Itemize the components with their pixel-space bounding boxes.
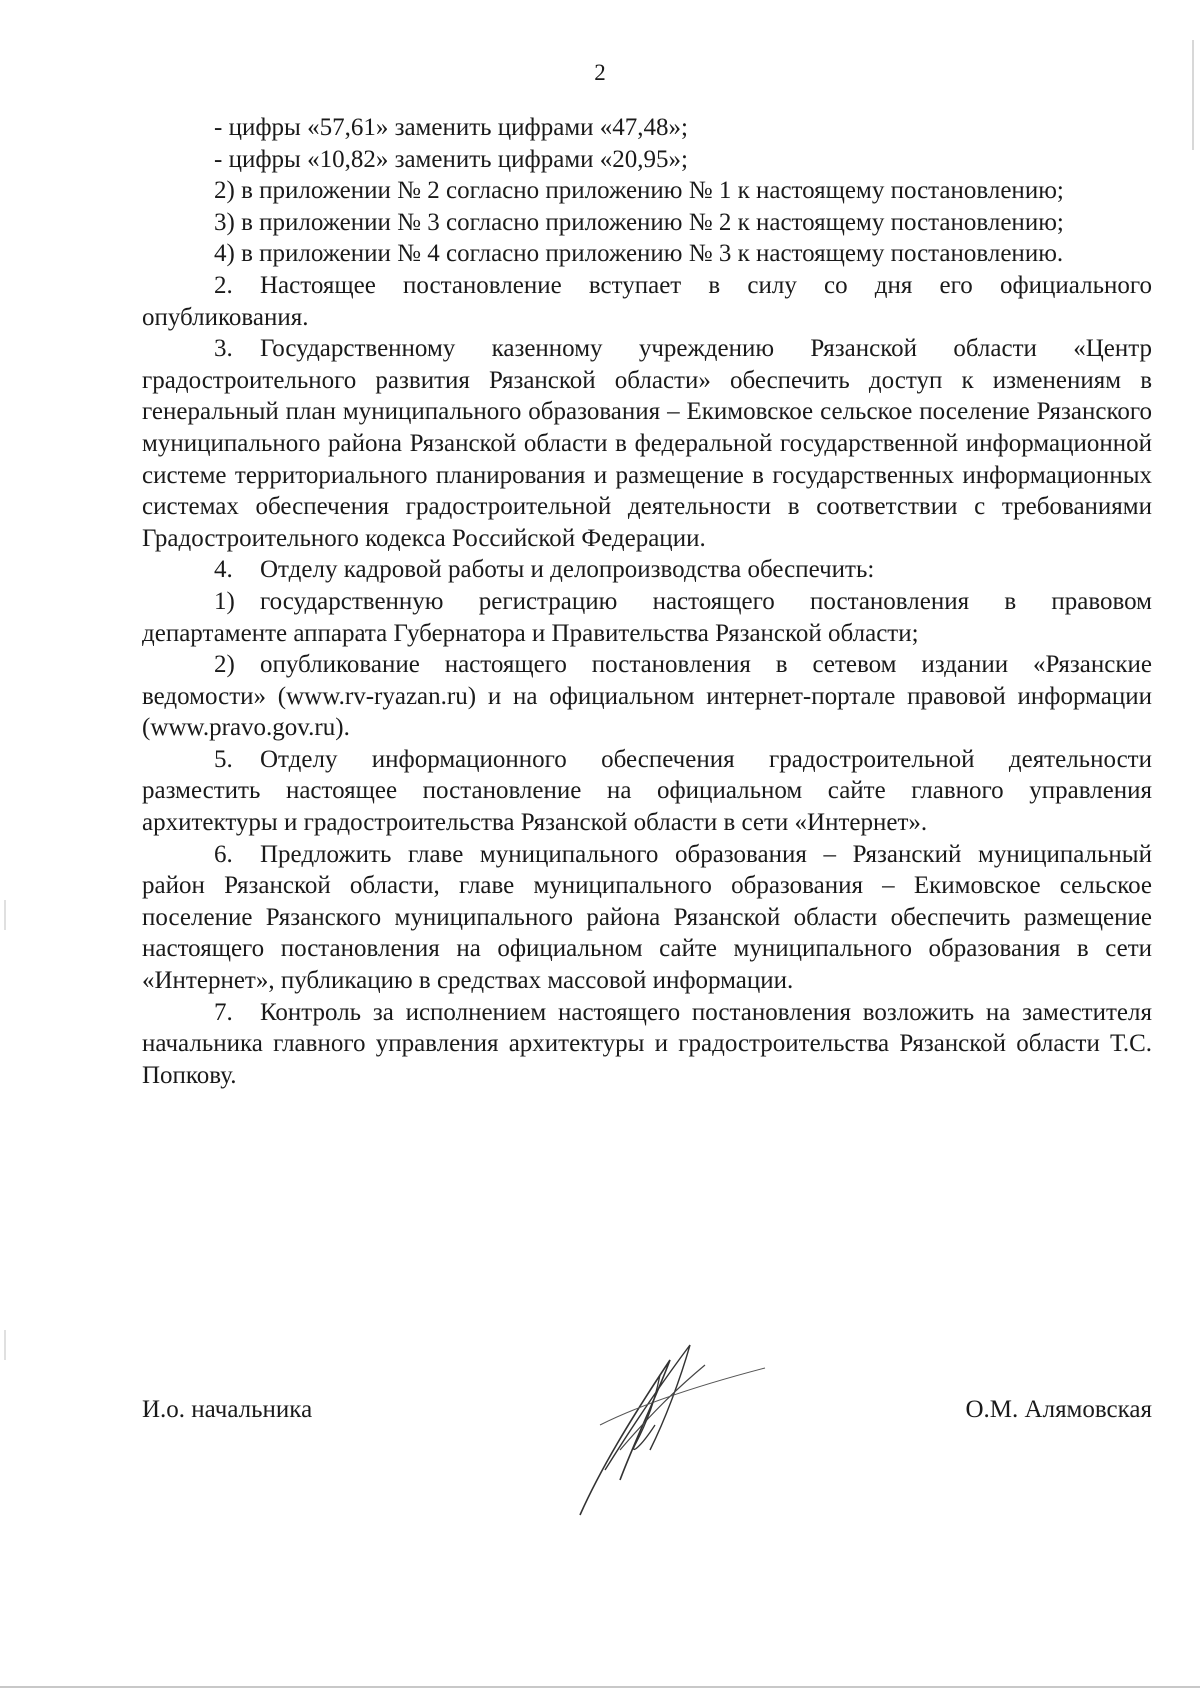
signatory-position: И.о. начальника [142,1396,313,1423]
item-number: 2. [214,271,233,299]
page-number: 2 [594,60,606,85]
paragraph: 2) в приложении № 2 согласно приложению № 1 к настоящему постановлению; [214,177,1064,205]
handwritten-signature [560,1330,780,1520]
scan-artifact [4,900,6,930]
item-number: 2) [214,651,235,679]
signatory-name: О.М. Алямовская [965,1396,1152,1423]
scan-edge-line [1192,40,1194,150]
paragraph: - цифры «57,61» заменить цифрами «47,48»; [214,114,688,141]
paragraph: - цифры «10,82» заменить цифрами «20,95»; [214,145,688,173]
scan-artifact [4,1330,6,1360]
paragraph: 2) опубликование настоящего постановления в сетевом издании «Рязанские ведомости» (www.rv-ryazan.ru) и на официальном интернет-портале правовой информации (www.pravo.gov.ru). [142,651,1152,742]
item-number: 7. [214,998,233,1026]
paragraph: 2. Настоящее постановление вступает в силу со дня его официального опубликования. [142,271,1152,331]
paragraph: 3. Государственному казенному учреждению Рязанской области «Центр градостроительного развития Рязанской области» обеспечить доступ к изменениям в генеральный план муниципального образования – Екимовское сельское поселение Рязанского муниципального района Рязанской области в федеральной государственной информационной системе территориального планирования и размещение в государственных информационных системах обеспечения градостроительной деятельности в соответствии с требованиями Градостроительного кодекса Российской Федерации. [142,335,1152,552]
scan-edge-line [0,1686,1200,1688]
paragraph: 7. Контроль за исполнением настоящего постановления возложить на заместителя начальника главного управления архитектуры и градостроительства Рязанской области Т.С. Попкову. [142,998,1152,1089]
item-number: 6. [214,840,233,868]
paragraph: 1) государственную регистрацию настоящего постановления в правовом департаменте аппарата Губернатора и Правительства Рязанской области; [142,587,1152,647]
paragraph: 4. Отделу кадровой работы и делопроизводства обеспечить: [142,554,1152,586]
item-number: 5. [214,745,233,773]
paragraph: 4) в приложении № 4 согласно приложению № 3 к настоящему постановлению. [214,240,1064,268]
paragraph: 3) в приложении № 3 согласно приложению № 2 к настоящему постановлению; [214,208,1064,236]
paragraph: 5. Отделу информационного обеспечения градостроительной деятельности разместить настоящее постановление на официальном сайте главного управления архитектуры и градостроительства Рязанской области в сети «Интернет». [142,745,1152,837]
item-number: 4. [214,556,233,584]
item-number: 1) [214,587,235,615]
paragraph: 6. Предложить главе муниципального образования – Рязанский муниципальный район Рязанской области, главе муниципального образования – Екимовское сельское поселение Рязанского муниципального района Рязанской области обеспечить размещение настоящего постановления на официальном сайте муниципального образования в сети «Интернет», публикацию в средствах массовой информации. [142,840,1152,995]
item-number: 3. [214,335,233,363]
document-body [142,112,1152,1091]
